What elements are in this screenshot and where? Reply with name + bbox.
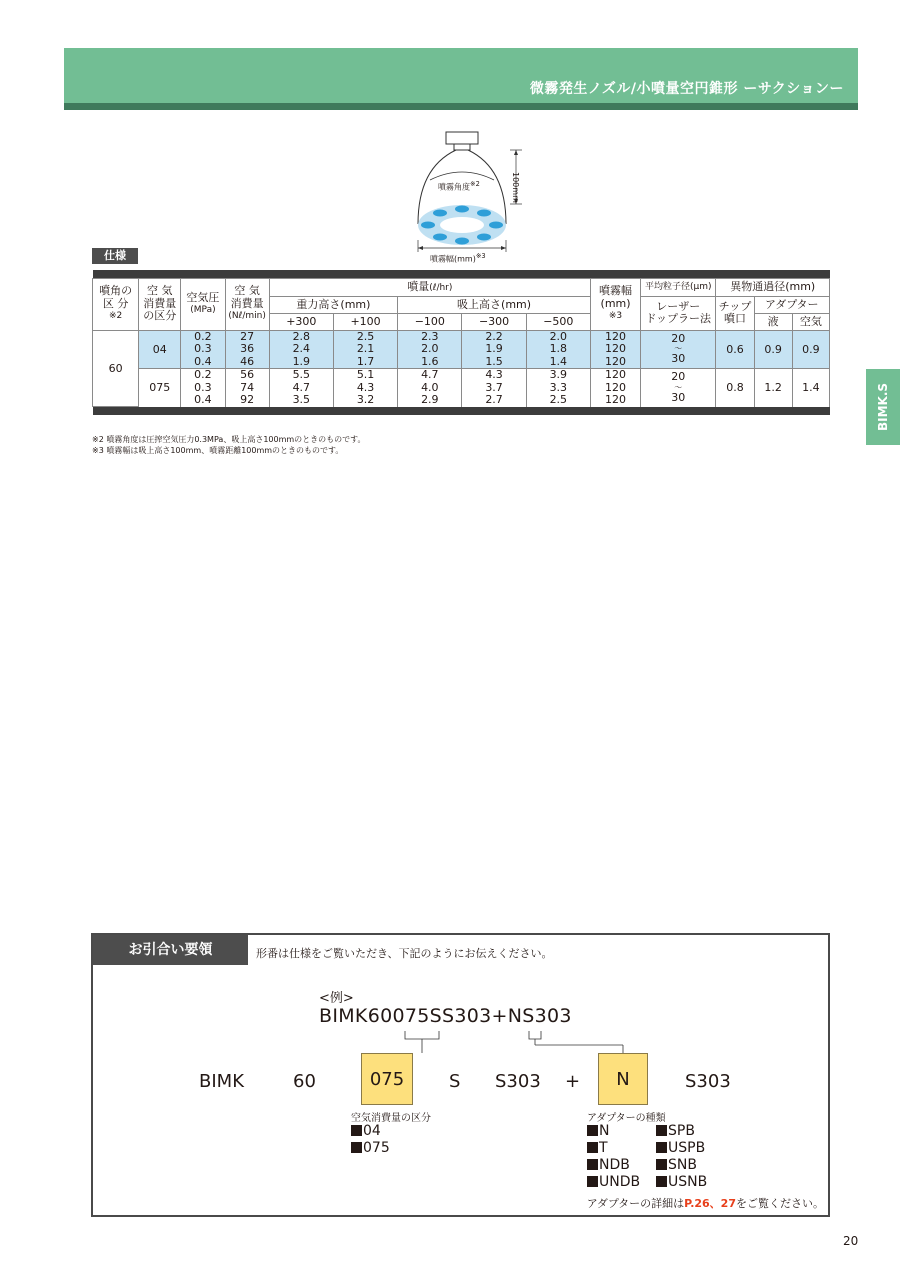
- air-class-cell: 04: [139, 330, 181, 369]
- adapter-detail-note: アダプターの詳細はP.26、27をご覧ください。: [586, 1197, 824, 1210]
- header-minus500: −500: [526, 313, 590, 330]
- code-material: S303: [495, 1071, 541, 1092]
- header-air-class: 空 気 消費量 の区分: [139, 278, 181, 330]
- header-air-consumption: 空 気 消費量 (Nℓ/min): [225, 278, 269, 330]
- nozzle-spray-illustration: [400, 128, 550, 268]
- example-model-code: BIMK60075SS303+NS303: [319, 1005, 572, 1027]
- header-rule: [64, 103, 858, 110]
- height-dimension-label: 100mm: [511, 172, 520, 203]
- table-row: [93, 369, 830, 407]
- spray-angle-label: 噴霧角度$^{※2}$: [438, 180, 480, 192]
- flow-plus100-cell: 5.1 4.3 3.2: [333, 369, 397, 407]
- air-class-option: 04: [351, 1123, 381, 1140]
- adapter-liquid-cell: 0.9: [754, 330, 792, 369]
- page-header-band: [64, 48, 858, 103]
- flow-plus100-cell: 2.5 2.1 1.7: [333, 330, 397, 369]
- spray-width-cell: 120 120 120: [590, 330, 640, 369]
- header-laser-doppler: レーザー ドップラー法: [641, 296, 716, 330]
- header-spray-angle: 噴角の 区 分 ※2: [93, 278, 139, 330]
- header-tip-orifice: チップ 噴口: [716, 296, 754, 330]
- air-class-options-title: 空気消費量の区分: [351, 1113, 431, 1124]
- code-series: BIMK: [199, 1071, 244, 1092]
- header-suction-height: 吸上高さ(mm): [398, 296, 591, 313]
- header-air-pressure: 空気圧 (MPa): [181, 278, 225, 330]
- flow-minus100-cell: 2.3 2.0 1.6: [398, 330, 462, 369]
- adapter-option: UNDB: [587, 1174, 640, 1191]
- page-reference-link[interactable]: P.26、27: [684, 1197, 736, 1210]
- adapter-option: USNB: [656, 1174, 707, 1191]
- air-cons-cell: 27 36 46: [225, 330, 269, 369]
- code-air-class-box: 075: [361, 1053, 413, 1105]
- header-liquid: 液: [754, 313, 792, 330]
- code-adapter-material: S303: [685, 1071, 731, 1092]
- header-passage-diameter: 異物通過径(mm): [716, 278, 830, 296]
- air-class-cell: 075: [139, 369, 181, 407]
- adapter-option: NDB: [587, 1157, 630, 1174]
- tip-orifice-cell: 0.8: [716, 369, 754, 407]
- spray-width-label: 噴霧幅(mm)$^{※3}$: [430, 252, 486, 264]
- code-adapter-box: N: [598, 1053, 648, 1105]
- header-minus300: −300: [462, 313, 526, 330]
- pressure-cell: 0.2 0.3 0.4: [181, 369, 225, 407]
- header-spray-width: 噴霧幅 (mm) ※3: [590, 278, 640, 330]
- air-cons-cell: 56 74 92: [225, 369, 269, 407]
- angle-cell: 60: [93, 330, 139, 407]
- header-flow-rate: 噴量(ℓ/hr): [269, 278, 590, 296]
- flow-minus500-cell: 3.9 3.3 2.5: [526, 369, 590, 407]
- spec-section-label: 仕様: [92, 248, 138, 264]
- side-tab-label: BIMK.S: [876, 382, 890, 432]
- code-plus: +: [565, 1071, 581, 1092]
- pressure-cell: 0.2 0.3 0.4: [181, 330, 225, 369]
- page-number: 20: [843, 1234, 859, 1248]
- particle-size-cell: 20 〜 30: [641, 369, 716, 407]
- flow-minus300-cell: 4.3 3.7 2.7: [462, 369, 526, 407]
- flow-minus300-cell: 2.2 1.9 1.5: [462, 330, 526, 369]
- footnote-3: ※3 噴霧幅は吸上高さ100mm、噴霧距離100mmのときのものです。: [92, 446, 344, 455]
- header-minus100: −100: [398, 313, 462, 330]
- spray-pattern-diagram: [400, 128, 550, 268]
- header-gravity-height: 重力高さ(mm): [269, 296, 398, 313]
- table-row: [93, 330, 830, 369]
- flow-plus300-cell: 2.8 2.4 1.9: [269, 330, 333, 369]
- adapter-option: T: [587, 1140, 608, 1157]
- adapter-option: USPB: [656, 1140, 705, 1157]
- adapter-option: SNB: [656, 1157, 697, 1174]
- ordering-guide-box: [91, 933, 830, 1217]
- code-s: S: [449, 1071, 461, 1092]
- air-class-option: 075: [351, 1140, 390, 1157]
- header-adapter: アダプター: [754, 296, 829, 313]
- header-particle-size: 平均粒子径(μm): [641, 278, 716, 296]
- side-index-tab[interactable]: [866, 369, 900, 445]
- footnote-2: ※2 噴霧角度は圧搾空気圧力0.3MPa、吸上高さ100mmのときのものです。: [92, 435, 366, 444]
- spray-width-cell: 120 120 120: [590, 369, 640, 407]
- ordering-guide-intro: 形番は仕様をご覧いただき、下記のようにお伝えください。: [256, 947, 553, 960]
- code-angle: 60: [293, 1071, 316, 1092]
- example-label: <例>: [319, 991, 354, 1006]
- adapter-option: SPB: [656, 1123, 695, 1140]
- adapter-option: N: [587, 1123, 609, 1140]
- adapter-air-cell: 1.4: [792, 369, 829, 407]
- footnotes: [92, 434, 366, 456]
- adapter-air-cell: 0.9: [792, 330, 829, 369]
- flow-minus100-cell: 4.7 4.0 2.9: [398, 369, 462, 407]
- header-plus100: +100: [333, 313, 397, 330]
- page-title: 微霧発生ノズル/小噴量空円錐形 ーサクションー: [529, 81, 844, 97]
- spec-table: [92, 270, 830, 415]
- ordering-guide-title: お引合い要領: [93, 935, 248, 965]
- flow-plus300-cell: 5.5 4.7 3.5: [269, 369, 333, 407]
- header-plus300: +300: [269, 313, 333, 330]
- adapter-options-title: アダプターの種類: [587, 1113, 666, 1124]
- tip-orifice-cell: 0.6: [716, 330, 754, 369]
- header-air: 空気: [792, 313, 829, 330]
- adapter-liquid-cell: 1.2: [754, 369, 792, 407]
- flow-minus500-cell: 2.0 1.8 1.4: [526, 330, 590, 369]
- particle-size-cell: 20 〜 30: [641, 330, 716, 369]
